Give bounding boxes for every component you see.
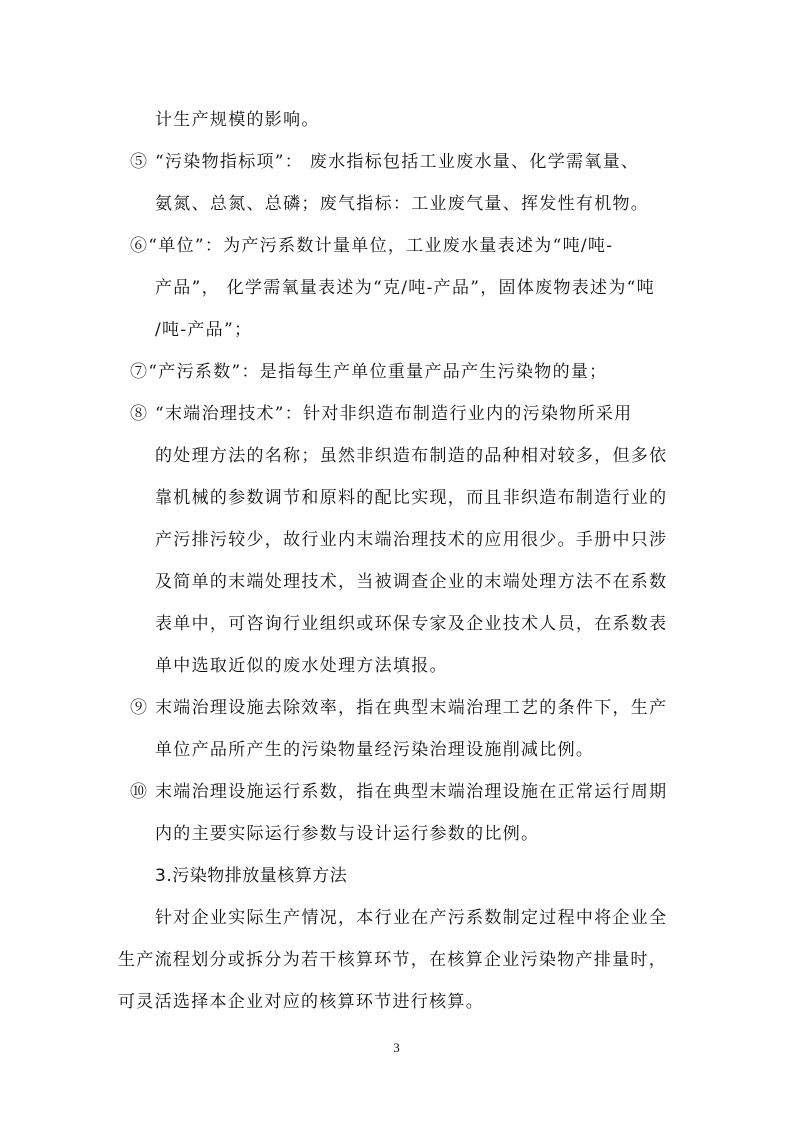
text-line: 单中选取近似的废水处理方法填报。	[155, 656, 448, 676]
text-line: ⑥“单位”：为产污系数计量单位，工业废水量表述为“吨/吨-	[130, 236, 614, 256]
paragraph-line: 针对企业实际生产情况，本行业在产污系数制定过程中将企业全	[155, 908, 668, 928]
paragraph-line: 生产流程划分或拆分为若干核算环节，在核算企业污染物产排量时，	[118, 950, 667, 970]
text-line: 氨氮、总氮、总磷；废气指标：工业废气量、挥发性有机物。	[155, 194, 650, 214]
text-line: 及简单的末端处理技术，当被调查企业的末端处理方法不在系数	[155, 572, 668, 592]
text-line: ⑦“产污系数”：是指每生产单位重量产品产生污染物的量；	[130, 362, 608, 382]
text-line: 计生产规模的影响。	[155, 110, 320, 130]
text-line: ⑤ “污染物指标项”： 废水指标包括工业废水量、化学需氧量、	[130, 152, 640, 172]
text-line: 内的主要实际运行参数与设计运行参数的比例。	[155, 824, 540, 844]
text-line: ⑧ “末端治理技术”：针对非织造布制造行业内的污染物所采用	[130, 404, 633, 424]
text-line: 单位产品所产生的污染物量经污染治理设施削减比例。	[155, 740, 595, 760]
text-line: 产品”， 化学需氧量表述为“克/吨-产品”，固体废物表述为“吨	[155, 278, 655, 298]
text-line: 的处理方法的名称；虽然非织造布制造的品种相对较多，但多依	[155, 446, 668, 466]
paragraph-line: 可灵活选择本企业对应的核算环节进行核算。	[118, 992, 484, 1012]
text-line: 表单中，可咨询行业组织或环保专家及企业技术人员，在系数表	[155, 614, 668, 634]
text-line: 靠机械的参数调节和原料的配比实现，而且非织造布制造行业的	[155, 488, 668, 508]
text-line: ⑩ 末端治理设施运行系数，指在典型末端治理设施在正常运行周期	[130, 782, 668, 802]
page-number: 3	[393, 1040, 400, 1055]
text-line: 产污排污较少，故行业内末端治理技术的应用很少。手册中只涉	[155, 530, 668, 550]
text-line: ⑨ 末端治理设施去除效率，指在典型末端治理工艺的条件下，生产	[130, 698, 668, 718]
section-heading: 3.污染物排放量核算方法	[155, 866, 348, 886]
text-line: /吨-产品”；	[155, 320, 253, 340]
